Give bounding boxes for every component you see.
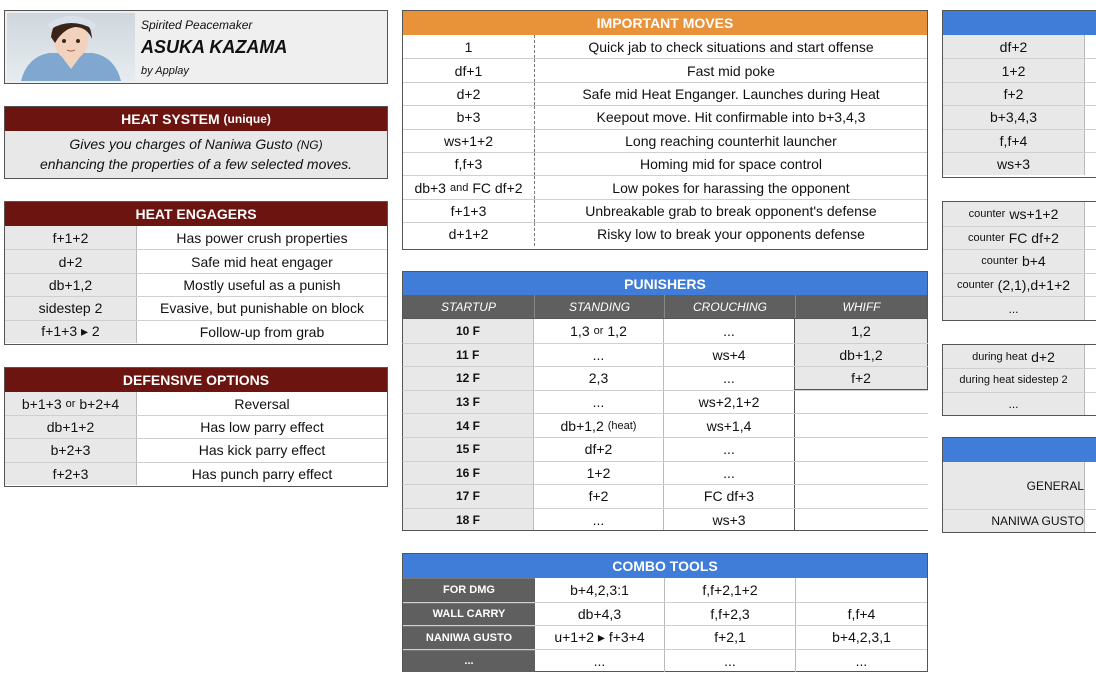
crouching-cell: ...	[664, 438, 795, 461]
desc-cell: Reversal	[234, 395, 290, 412]
startup-cell: 12 F	[403, 367, 534, 390]
table-row	[943, 152, 1096, 175]
heat-system-line1-tag: (NG)	[296, 138, 323, 152]
startup-cell: 16 F	[403, 462, 534, 485]
move-cell	[5, 416, 137, 438]
move-cell: sidestep 2	[5, 297, 137, 319]
move-cell	[403, 153, 535, 175]
standing-cell	[534, 414, 664, 437]
standing-cell	[534, 344, 664, 367]
defensive-options-header: DEFENSIVE OPTIONS	[5, 368, 387, 392]
desc-cell: Has kick parry effect	[198, 442, 326, 459]
standing-cell	[534, 438, 664, 461]
heat-system-title: HEAT SYSTEM	[121, 111, 220, 127]
move-cell: f+1+2	[5, 226, 137, 249]
move-notation: d+2	[1031, 348, 1055, 365]
desc-cell	[1085, 59, 1096, 81]
startup-cell: 17 F	[403, 485, 534, 508]
right-panel-2	[942, 201, 1096, 321]
move-cell	[943, 297, 1085, 320]
move-separator: and	[449, 181, 469, 194]
standing-cell	[534, 485, 664, 508]
move-a: d+1+2	[448, 226, 489, 243]
move-prefix: counter	[956, 279, 994, 292]
table-row	[5, 320, 387, 343]
crouching-cell: ws+4	[664, 344, 795, 367]
table-row	[403, 58, 927, 81]
move-cell	[5, 463, 137, 485]
desc-cell: Safe mid Heat Enganger. Launches during Heat	[582, 85, 880, 102]
desc-cell	[1085, 83, 1096, 105]
move-notation: b+4	[1021, 253, 1046, 270]
standing-cell	[534, 367, 664, 390]
table-row	[402, 461, 928, 485]
move-cell: ws+3	[943, 153, 1085, 175]
crouching-cell: ...	[664, 367, 795, 390]
standing-move: db+1,2	[560, 417, 604, 434]
table-row	[403, 35, 927, 58]
move-cell	[403, 35, 535, 58]
character-name: ASUKA KAZAMA	[141, 37, 288, 57]
table-row	[5, 415, 387, 438]
move-a: b+2+3	[50, 442, 91, 459]
profile-card	[4, 10, 388, 84]
right-panel-4-header	[943, 438, 1096, 462]
standing-move: ...	[592, 346, 605, 363]
table-row	[403, 602, 927, 626]
heat-engagers-header: HEAT ENGAGERS	[5, 202, 387, 226]
table-row	[5, 226, 387, 249]
standing-move: 1+2	[586, 464, 611, 481]
desc-cell: Keepout move. Hit confirmable into b+3,4,3	[596, 109, 866, 126]
crouching-cell: ...	[664, 319, 795, 343]
right-panel-1-header	[943, 11, 1096, 35]
column-header: CROUCHING	[665, 295, 796, 318]
move-prefix: counter	[968, 207, 1006, 220]
move-notation: (2,1),d+1+2	[997, 277, 1071, 294]
desc-cell	[1085, 369, 1096, 391]
desc-cell	[1085, 462, 1096, 509]
standing-cell	[534, 319, 664, 343]
table-row	[402, 343, 928, 367]
move-cell	[943, 227, 1085, 250]
desc-cell: Evasive, but punishable on block	[160, 300, 364, 317]
standing-cell	[534, 462, 664, 485]
move-cell	[5, 439, 137, 461]
move-cell	[5, 392, 137, 415]
move-cell	[403, 200, 535, 222]
table-row	[5, 273, 387, 296]
move-cell	[943, 345, 1085, 368]
column-header: STANDING	[535, 295, 665, 318]
move-b: b+2+4	[79, 395, 120, 412]
desc-cell: Has power crush properties	[176, 229, 348, 246]
table-row	[5, 462, 387, 485]
combo-cell-2: f+2,1	[665, 626, 796, 649]
table-row	[402, 437, 928, 461]
desc-cell	[1085, 202, 1096, 226]
table-row	[403, 625, 927, 649]
portrait-image	[7, 13, 135, 81]
desc-cell	[1085, 510, 1096, 532]
move-cell	[403, 223, 535, 245]
move-cell	[403, 83, 535, 105]
table-row	[402, 319, 928, 343]
move-cell: f+2	[943, 83, 1085, 105]
move-cell	[943, 369, 1085, 391]
crouching-cell: ws+2,1+2	[664, 391, 795, 414]
combo-cell-3: b+4,2,3,1	[832, 629, 891, 646]
desc-cell: Long reaching counterhit launcher	[625, 132, 837, 149]
move-a: f+2+3	[52, 465, 89, 482]
move-a: b+1+3	[21, 395, 62, 412]
combo-cell-3: f,f+4	[847, 605, 876, 622]
important-moves-header: IMPORTANT MOVES	[403, 11, 927, 35]
desc-cell	[1085, 250, 1096, 273]
table-row	[943, 226, 1096, 250]
combo-cell-3: ...	[855, 652, 868, 669]
move-notation: ws+1+2	[1009, 205, 1059, 222]
desc-cell	[1085, 106, 1096, 128]
desc-cell: Has punch parry effect	[191, 465, 333, 482]
table-row	[943, 368, 1096, 391]
move-cell	[943, 274, 1085, 297]
heat-system-line2: enhancing the properties of a few selected moves.	[39, 156, 353, 172]
move-a: 1	[464, 38, 473, 55]
move-notation: ...	[1008, 301, 1019, 316]
whiff-cell: f+2	[795, 367, 928, 390]
move-cell: f+1+3 ▸ 2	[5, 321, 137, 343]
table-row	[943, 82, 1096, 105]
table-row	[403, 222, 927, 245]
table-row	[403, 129, 927, 152]
combo-label-cell: ...	[403, 650, 535, 673]
move-prefix: counter	[981, 255, 1018, 268]
startup-cell: 15 F	[403, 438, 534, 461]
table-row	[403, 82, 927, 105]
punishers-panel	[402, 271, 928, 534]
desc-cell: Low pokes for harassing the opponent	[612, 179, 850, 196]
crouching-cell: ws+3	[664, 509, 795, 531]
crouching-cell: ws+1,4	[664, 414, 795, 437]
desc-cell: Quick jab to check situations and start offense	[588, 38, 874, 55]
standing-cell	[534, 509, 664, 531]
standing-move: ...	[592, 394, 605, 411]
standing-move: ...	[592, 511, 605, 528]
heat-system-description	[5, 131, 387, 178]
table-row	[402, 508, 928, 532]
move-cell: b+3,4,3	[943, 106, 1085, 128]
table-row	[943, 105, 1096, 128]
move-a: f,f+3	[454, 156, 483, 173]
move-a: df+1	[454, 62, 483, 79]
profile-subtitle: Spirited Peacemaker	[141, 18, 253, 32]
desc-cell: Mostly useful as a punish	[183, 276, 341, 293]
move-cell	[943, 250, 1085, 273]
move-a: f+1+3	[450, 202, 487, 219]
whiff-cell: db+1,2	[795, 344, 928, 367]
heat-engagers-panel	[4, 201, 388, 345]
move-cell	[943, 202, 1085, 226]
combo-label-cell: FOR DMG	[403, 578, 535, 602]
desc-cell: Safe mid heat engager	[191, 253, 333, 270]
move-cell	[403, 59, 535, 81]
combo-cell-1: u+1+2 ▸ f+3+4	[535, 626, 665, 649]
table-row	[5, 438, 387, 461]
table-row	[403, 152, 927, 175]
combo-cell-2: ...	[665, 650, 796, 673]
heat-system-header	[5, 107, 387, 131]
move-cell: d+2	[5, 250, 137, 272]
table-row	[403, 105, 927, 128]
combo-label-cell: GENERAL	[943, 462, 1085, 509]
combo-cell-3	[796, 578, 927, 602]
move-cell: db+1,2	[5, 274, 137, 296]
desc-cell	[1085, 35, 1096, 58]
move-prefix: during heat	[972, 350, 1028, 363]
combo-cell-2: f,f+2,3	[665, 603, 796, 626]
combo-cell-1: db+4,3	[535, 603, 665, 626]
table-row	[943, 462, 1096, 509]
standing-move: f+2	[588, 488, 609, 505]
move-notation: FC df+2	[1008, 229, 1059, 246]
standing-note: or	[593, 324, 604, 337]
desc-cell	[1085, 297, 1096, 320]
table-row	[402, 484, 928, 508]
table-row	[5, 249, 387, 272]
table-row	[943, 296, 1096, 320]
move-cell	[403, 176, 535, 198]
desc-cell: Follow-up from grab	[199, 323, 325, 340]
move-a: d+2	[456, 85, 481, 102]
heat-system-line1: Gives you charges of Naniwa Gusto	[69, 136, 293, 152]
move-separator: or	[65, 397, 76, 410]
move-a: ws+1+2	[443, 132, 494, 149]
table-row	[943, 129, 1096, 152]
right-panel-3	[942, 344, 1096, 416]
column-header: WHIFF	[842, 299, 881, 314]
startup-cell: 14 F	[403, 414, 534, 437]
combo-label-cell: NANIWA GUSTO	[943, 510, 1085, 532]
desc-cell: Fast mid poke	[687, 62, 775, 79]
table-row	[403, 199, 927, 222]
desc-cell	[1085, 274, 1096, 297]
move-cell: df+2	[943, 35, 1085, 58]
desc-cell: Unbreakable grab to break opponent's defense	[585, 202, 877, 219]
startup-cell: 18 F	[403, 509, 534, 531]
crouching-cell: FC df+3	[664, 485, 795, 508]
move-prefix: counter	[968, 231, 1005, 244]
table-row	[402, 413, 928, 437]
table-row	[943, 392, 1096, 415]
standing-move: 1,3	[570, 322, 590, 339]
combo-cell-1: ...	[535, 650, 665, 673]
table-row	[943, 273, 1096, 297]
standing-move: 2,3	[588, 370, 609, 387]
desc-cell	[1085, 393, 1096, 415]
important-moves-panel	[402, 10, 928, 250]
move-cell: 1+2	[943, 59, 1085, 81]
defensive-options-panel	[4, 367, 388, 487]
standing-cell	[534, 391, 664, 414]
combo-cell-2: f,f+2,1+2	[665, 578, 796, 602]
desc-cell	[1085, 227, 1096, 250]
move-notation: ...	[1008, 396, 1019, 411]
startup-cell: 13 F	[403, 391, 534, 414]
crouching-cell: ...	[664, 462, 795, 485]
standing-move: df+2	[584, 441, 613, 458]
table-row	[402, 390, 928, 414]
table-row	[402, 366, 928, 390]
combo-tools-panel	[402, 553, 928, 672]
combo-tools-header: COMBO TOOLS	[403, 554, 927, 578]
table-row	[403, 649, 927, 673]
move-a: b+3	[456, 109, 481, 126]
move-a: db+1+2	[46, 419, 95, 436]
table-row	[943, 509, 1096, 532]
table-row	[5, 392, 387, 415]
startup-cell: 10 F	[403, 319, 534, 343]
combo-label-cell: WALL CARRY	[403, 603, 535, 626]
punishers-header: PUNISHERS	[402, 271, 928, 295]
table-row	[403, 175, 927, 198]
author-credit: by Applay	[141, 65, 189, 77]
standing-note: (heat)	[607, 419, 637, 432]
desc-cell: Homing mid for space control	[639, 156, 823, 173]
desc-cell	[1085, 153, 1096, 175]
move-cell	[403, 106, 535, 128]
move-cell	[943, 393, 1085, 415]
table-row	[5, 296, 387, 319]
table-row	[943, 202, 1096, 226]
move-a: db+3	[414, 179, 446, 196]
move-cell: f,f+4	[943, 130, 1085, 152]
whiff-cell: 1,2	[795, 319, 928, 343]
desc-cell: Has low parry effect	[200, 419, 324, 436]
move-prefix: during heat sidestep 2	[959, 374, 1068, 387]
combo-cell-1: b+4,2,3:1	[535, 578, 665, 602]
table-row	[943, 35, 1096, 58]
heat-system-tag: (unique)	[223, 112, 271, 126]
column-header: STARTUP	[403, 295, 535, 318]
table-row	[943, 345, 1096, 368]
table-row	[943, 58, 1096, 81]
desc-cell	[1085, 345, 1096, 368]
startup-cell: 11 F	[403, 344, 534, 367]
move-b: FC df+2	[472, 179, 523, 196]
desc-cell	[1085, 130, 1096, 152]
heat-system-panel	[4, 106, 388, 179]
combo-label-cell: NANIWA GUSTO	[403, 626, 535, 649]
desc-cell: Risky low to break your opponents defense	[597, 226, 865, 243]
standing-move-b: 1,2	[607, 322, 627, 339]
table-row	[943, 249, 1096, 273]
right-panel-1	[942, 10, 1096, 178]
right-panel-4	[942, 437, 1096, 533]
table-row	[403, 578, 927, 602]
move-cell	[403, 130, 535, 152]
